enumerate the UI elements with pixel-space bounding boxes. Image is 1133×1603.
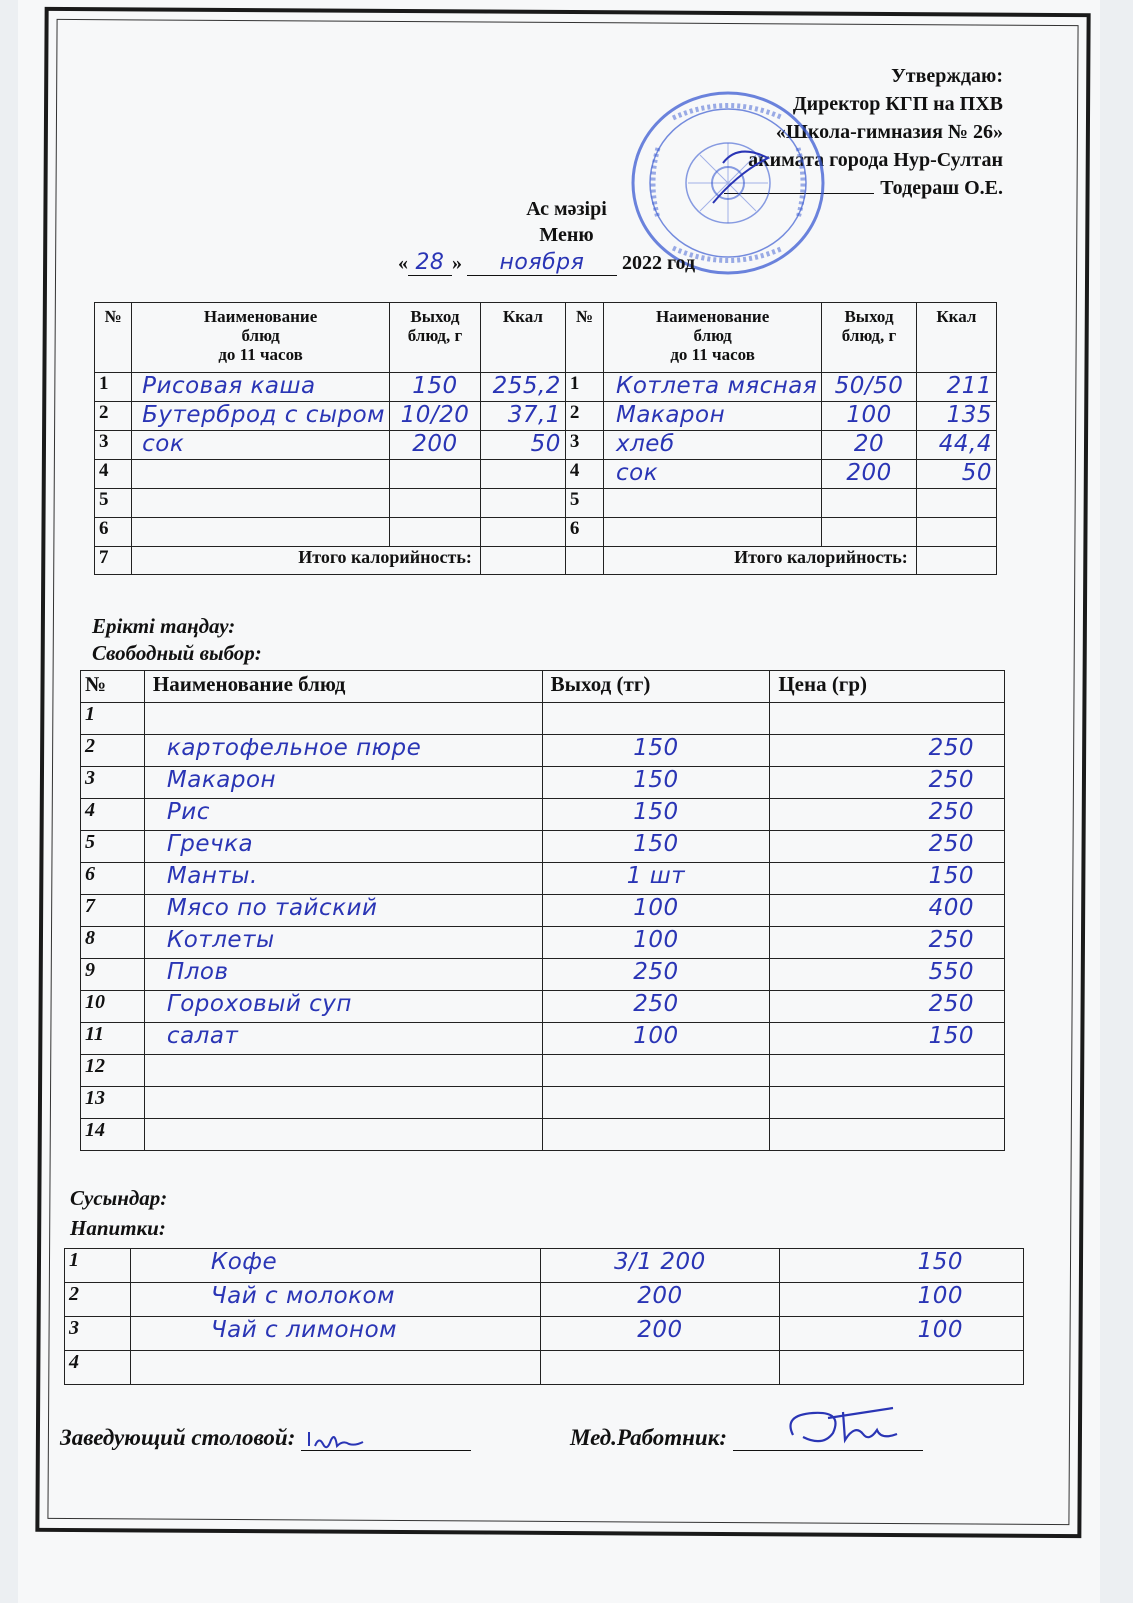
director-name: Тодераш О.Е. (880, 177, 1003, 199)
fc-row-name-value: Макарон (166, 767, 277, 793)
fc-row-price-value: 150 (928, 863, 974, 889)
free-choice-row (81, 767, 1005, 799)
fc-row-num: 9 (81, 959, 145, 991)
approval-line-4: акимата города Нур-Султан (748, 149, 1003, 171)
drink-row-name (130, 1317, 540, 1351)
fc-row-name (144, 767, 542, 799)
fc-row-out (542, 991, 770, 1023)
menu-left-num: 5 (95, 489, 132, 518)
drink-row-price (780, 1317, 1024, 1351)
footer-head (60, 1425, 471, 1451)
free-choice-table (80, 670, 1005, 1151)
drink-row-num: 4 (65, 1351, 131, 1385)
col-kcal-left: Ккал (480, 303, 565, 373)
total-num: 7 (95, 547, 132, 575)
col-name-left: Наименование блюд до 11 часов (132, 303, 390, 373)
menu-left-kcal-value: 255,2 (492, 373, 561, 399)
fc-row-name (144, 991, 542, 1023)
col-out-left: Выход блюд, г (390, 303, 481, 373)
free-choice-row (81, 1087, 1005, 1119)
fc-row-price (770, 863, 1005, 895)
menu-left-out (390, 431, 481, 460)
head-signature-icon (301, 1426, 381, 1450)
menu-right-kcal-value: 135 (946, 402, 992, 428)
free-choice-row (81, 1119, 1005, 1151)
fc-row-out (542, 831, 770, 863)
fc-row-out-value: 100 (633, 895, 679, 921)
free-choice-row (81, 927, 1005, 959)
fc-col-num: № (81, 671, 145, 703)
drink-row-price (780, 1249, 1024, 1283)
fc-row-price (770, 1055, 1005, 1087)
fc-row-out (542, 799, 770, 831)
menu-right-out (822, 489, 917, 518)
fc-row-num: 14 (81, 1119, 145, 1151)
fc-row-price-value: 150 (928, 1023, 974, 1049)
drinks-label-kz: Сусындар: (70, 1186, 168, 1210)
free-choice-row (81, 1055, 1005, 1087)
fc-row-name-value: Гороховый суп (166, 991, 352, 1017)
drink-row (65, 1249, 1024, 1283)
drink-row-price (780, 1283, 1024, 1317)
drink-row (65, 1283, 1024, 1317)
fc-row-num: 7 (81, 895, 145, 927)
head-signature-line (301, 1426, 471, 1451)
fc-row-name-value: Котлеты (166, 927, 275, 953)
date-month: ноября (499, 250, 585, 275)
drink-row-name (130, 1283, 540, 1317)
fc-row-price (770, 767, 1005, 799)
menu-left-num: 3 (95, 431, 132, 460)
menu-right-name-value: Котлета мясная (615, 373, 818, 399)
fc-row-num: 6 (81, 863, 145, 895)
menu-date (0, 250, 1113, 276)
drink-row-price-value: 100 (917, 1283, 963, 1309)
fc-row-out (542, 863, 770, 895)
menu-right-num: 4 (565, 460, 603, 489)
drinks-table (64, 1248, 1024, 1385)
drink-row (65, 1317, 1024, 1351)
col-num-right: № (565, 303, 603, 373)
fc-row-out-value: 150 (633, 767, 679, 793)
fc-row-name (144, 959, 542, 991)
fc-row-price (770, 831, 1005, 863)
menu-left-kcal-value: 37,1 (507, 402, 561, 428)
fc-row-price-value: 250 (928, 767, 974, 793)
fc-col-price: Цена (гр) (770, 671, 1005, 703)
menu-right-kcal-value: 211 (946, 373, 992, 399)
menu-right-name (603, 431, 821, 460)
fc-row-name-value: картофельное пюре (166, 735, 422, 761)
menu-left-out-value: 150 (412, 373, 458, 399)
drink-row-num: 3 (65, 1317, 131, 1351)
drink-row-num: 2 (65, 1283, 131, 1317)
drink-row (65, 1351, 1024, 1385)
free-choice-row (81, 831, 1005, 863)
fc-row-num: 2 (81, 735, 145, 767)
menu-left-num: 6 (95, 518, 132, 547)
col-num-left: № (95, 303, 132, 373)
menu-left-num: 2 (95, 402, 132, 431)
title-kz: Ас мәзірі (526, 198, 607, 220)
drink-row-name-value: Чай с молоком (210, 1283, 395, 1309)
fc-row-name-value: Гречка (166, 831, 254, 857)
drink-row-num: 1 (65, 1249, 131, 1283)
menu-left-kcal (480, 402, 565, 431)
date-day: 28 (415, 250, 445, 275)
menu-right-kcal (916, 402, 996, 431)
fc-row-name (144, 799, 542, 831)
fc-row-out (542, 767, 770, 799)
fc-row-price (770, 895, 1005, 927)
menu-left-out-value: 10/20 (400, 402, 470, 428)
drink-row-name (130, 1249, 540, 1283)
menu-left-out (390, 489, 481, 518)
drink-row-price-value: 150 (917, 1249, 963, 1275)
fc-row-name (144, 863, 542, 895)
drinks-label-ru: Напитки: (70, 1216, 166, 1240)
menu-left-out (390, 518, 481, 547)
menu-left-kcal-value: 50 (530, 431, 561, 457)
free-choice-label-kz: Ерікті таңдау: (92, 614, 236, 638)
footer-med (570, 1425, 923, 1451)
fc-row-name-value: Рис (166, 799, 210, 825)
approval-line-2: Директор КГП на ПХВ (792, 93, 1003, 115)
free-choice-label-ru: Свободный выбор: (92, 641, 262, 665)
menu-row (95, 431, 997, 460)
fc-row-price (770, 703, 1005, 735)
fc-row-name (144, 1055, 542, 1087)
free-choice-row (81, 735, 1005, 767)
menu-left-name (132, 518, 390, 547)
fc-row-out (542, 1087, 770, 1119)
fc-row-name (144, 831, 542, 863)
fc-row-price (770, 799, 1005, 831)
fc-row-out-value: 250 (633, 959, 679, 985)
drink-row-price (780, 1351, 1024, 1385)
menu-right-out-value: 20 (853, 431, 885, 457)
med-signature-line (733, 1426, 923, 1451)
fc-row-name-value: Манты. (166, 863, 258, 889)
menu-header-row (95, 303, 997, 373)
fc-row-out-value: 150 (633, 799, 679, 825)
menu-right-kcal-value: 44,4 (938, 431, 992, 457)
fc-row-out (542, 703, 770, 735)
drink-row-out-value: 200 (637, 1283, 683, 1309)
menu-right-out (822, 402, 917, 431)
menu-right-name (603, 518, 821, 547)
menu-right-name (603, 460, 821, 489)
drink-row-name (130, 1351, 540, 1385)
title-ru: Меню (539, 224, 594, 246)
menu-left-out (390, 373, 481, 402)
fc-row-price (770, 927, 1005, 959)
fc-row-name (144, 1087, 542, 1119)
menu-right-kcal (916, 518, 996, 547)
fc-row-price (770, 1023, 1005, 1055)
drink-row-out (540, 1249, 780, 1283)
free-choice-row (81, 703, 1005, 735)
menu-right-out (822, 460, 917, 489)
fc-row-name-value: Плов (166, 959, 229, 985)
menu-right-name (603, 489, 821, 518)
fc-row-name-value: Мясо по тайский (166, 895, 378, 921)
menu-right-out-value: 50/50 (834, 373, 904, 399)
fc-row-price-value: 250 (928, 735, 974, 761)
fc-row-name (144, 1023, 542, 1055)
menu-left-out-value: 200 (412, 431, 458, 457)
free-choice-row (81, 1023, 1005, 1055)
menu-right-name-value: сок (615, 460, 659, 486)
fc-row-price (770, 959, 1005, 991)
drink-row-name-value: Кофе (210, 1249, 278, 1275)
menu-row (95, 402, 997, 431)
fc-row-name (144, 735, 542, 767)
drink-row-out (540, 1351, 780, 1385)
fc-row-price-value: 250 (928, 831, 974, 857)
free-choice-row (81, 895, 1005, 927)
fc-row-out (542, 735, 770, 767)
drink-row-out (540, 1283, 780, 1317)
date-year: 2022 год (621, 252, 696, 274)
menu-right-out-value: 200 (846, 460, 892, 486)
menu-right-num: 1 (565, 373, 603, 402)
fc-row-out-value: 1 шт (626, 863, 686, 889)
menu-right-num: 2 (565, 402, 603, 431)
fc-row-num: 11 (81, 1023, 145, 1055)
col-out-right: Выход блюд, г (822, 303, 917, 373)
fc-row-name (144, 895, 542, 927)
fc-row-price (770, 1119, 1005, 1151)
fc-row-num: 3 (81, 767, 145, 799)
total-label-right: Итого калорийность: (603, 547, 916, 575)
menu-left-name-value: Бутерброд с сыром (142, 402, 386, 428)
menu-left-kcal (480, 518, 565, 547)
fc-row-num: 5 (81, 831, 145, 863)
menu-right-name-value: Макарон (615, 402, 726, 428)
menu-left-num: 1 (95, 373, 132, 402)
free-choice-row (81, 959, 1005, 991)
menu-left-kcal (480, 489, 565, 518)
fc-row-out (542, 927, 770, 959)
menu-left-name (132, 460, 390, 489)
menu-left-name-value: Рисовая каша (142, 373, 316, 399)
fc-row-name (144, 1119, 542, 1151)
menu-right-kcal (916, 431, 996, 460)
total-spacer (565, 547, 603, 575)
fc-row-out-value: 100 (633, 1023, 679, 1049)
med-worker-label: Мед.Работник: (570, 1425, 728, 1450)
fc-row-num: 1 (81, 703, 145, 735)
date-quote-close: » (451, 252, 462, 274)
menu-left-kcal (480, 460, 565, 489)
fc-row-out-value: 150 (633, 735, 679, 761)
menu-left-name (132, 402, 390, 431)
fc-row-name-value: салат (166, 1023, 239, 1049)
menu-right-out (822, 518, 917, 547)
fc-row-num: 10 (81, 991, 145, 1023)
col-name-right: Наименование блюд до 11 часов (603, 303, 821, 373)
menu-row (95, 489, 997, 518)
drink-row-name-value: Чай с лимоном (210, 1317, 397, 1343)
fc-row-price-value: 250 (928, 799, 974, 825)
fc-row-price (770, 735, 1005, 767)
total-value-left (480, 547, 565, 575)
total-label-left: Итого калорийность: (132, 547, 481, 575)
menu-right-num: 3 (565, 431, 603, 460)
fc-row-out-value: 250 (633, 991, 679, 1017)
menu-right-out (822, 373, 917, 402)
menu-row (95, 373, 997, 402)
menu-left-num: 4 (95, 460, 132, 489)
fc-col-out: Выход (тг) (542, 671, 770, 703)
menu-right-kcal-value: 50 (961, 460, 992, 486)
menu-left-kcal (480, 431, 565, 460)
fc-row-out-value: 150 (633, 831, 679, 857)
menu-right-num: 5 (565, 489, 603, 518)
menu-right-kcal (916, 489, 996, 518)
drink-row-price-value: 100 (917, 1317, 963, 1343)
menu-right-name (603, 402, 821, 431)
menu-left-out (390, 460, 481, 489)
fc-row-price-value: 250 (928, 927, 974, 953)
menu-right-kcal (916, 373, 996, 402)
menu-left-kcal (480, 373, 565, 402)
fc-row-out (542, 1119, 770, 1151)
fc-row-out (542, 895, 770, 927)
menu-total-row (95, 547, 997, 575)
col-kcal-right: Ккал (916, 303, 996, 373)
drink-row-out-value: 200 (637, 1317, 683, 1343)
menu-left-name (132, 489, 390, 518)
fc-row-num: 13 (81, 1087, 145, 1119)
fc-row-price-value: 250 (928, 991, 974, 1017)
menu-right-out-value: 100 (846, 402, 892, 428)
drink-row-out (540, 1317, 780, 1351)
menu-right-name (603, 373, 821, 402)
menu-left-out (390, 402, 481, 431)
fc-col-name: Наименование блюд (144, 671, 542, 703)
menu-left-name-value: сок (142, 431, 185, 457)
fc-row-num: 12 (81, 1055, 145, 1087)
menu-left-name (132, 431, 390, 460)
free-choice-row (81, 863, 1005, 895)
total-value-right (916, 547, 996, 575)
fc-row-name (144, 927, 542, 959)
fc-row-out (542, 1055, 770, 1087)
approval-line-3: «Школа-гимназия № 26» (775, 121, 1003, 143)
menu-table (94, 302, 997, 575)
date-quote-open: « (397, 252, 408, 274)
drink-row-out-value: 3/1 200 (614, 1249, 706, 1275)
fc-row-name (144, 703, 542, 735)
menu-row (95, 518, 997, 547)
fc-row-price-value: 550 (928, 959, 974, 985)
menu-right-kcal (916, 460, 996, 489)
head-of-canteen-label: Заведующий столовой: (60, 1425, 296, 1450)
fc-row-out (542, 959, 770, 991)
free-choice-header-row (81, 671, 1005, 703)
fc-row-out-value: 100 (633, 927, 679, 953)
menu-right-name-value: хлеб (615, 431, 675, 457)
approval-line-1: Утверждаю: (891, 65, 1003, 87)
fc-row-price (770, 1087, 1005, 1119)
menu-row (95, 460, 997, 489)
fc-row-price (770, 991, 1005, 1023)
menu-right-out (822, 431, 917, 460)
med-signature-icon (773, 1400, 913, 1450)
fc-row-price-value: 400 (928, 895, 974, 921)
free-choice-row (81, 799, 1005, 831)
free-choice-row (81, 991, 1005, 1023)
menu-left-name (132, 373, 390, 402)
fc-row-num: 8 (81, 927, 145, 959)
fc-row-out (542, 1023, 770, 1055)
menu-right-num: 6 (565, 518, 603, 547)
fc-row-num: 4 (81, 799, 145, 831)
